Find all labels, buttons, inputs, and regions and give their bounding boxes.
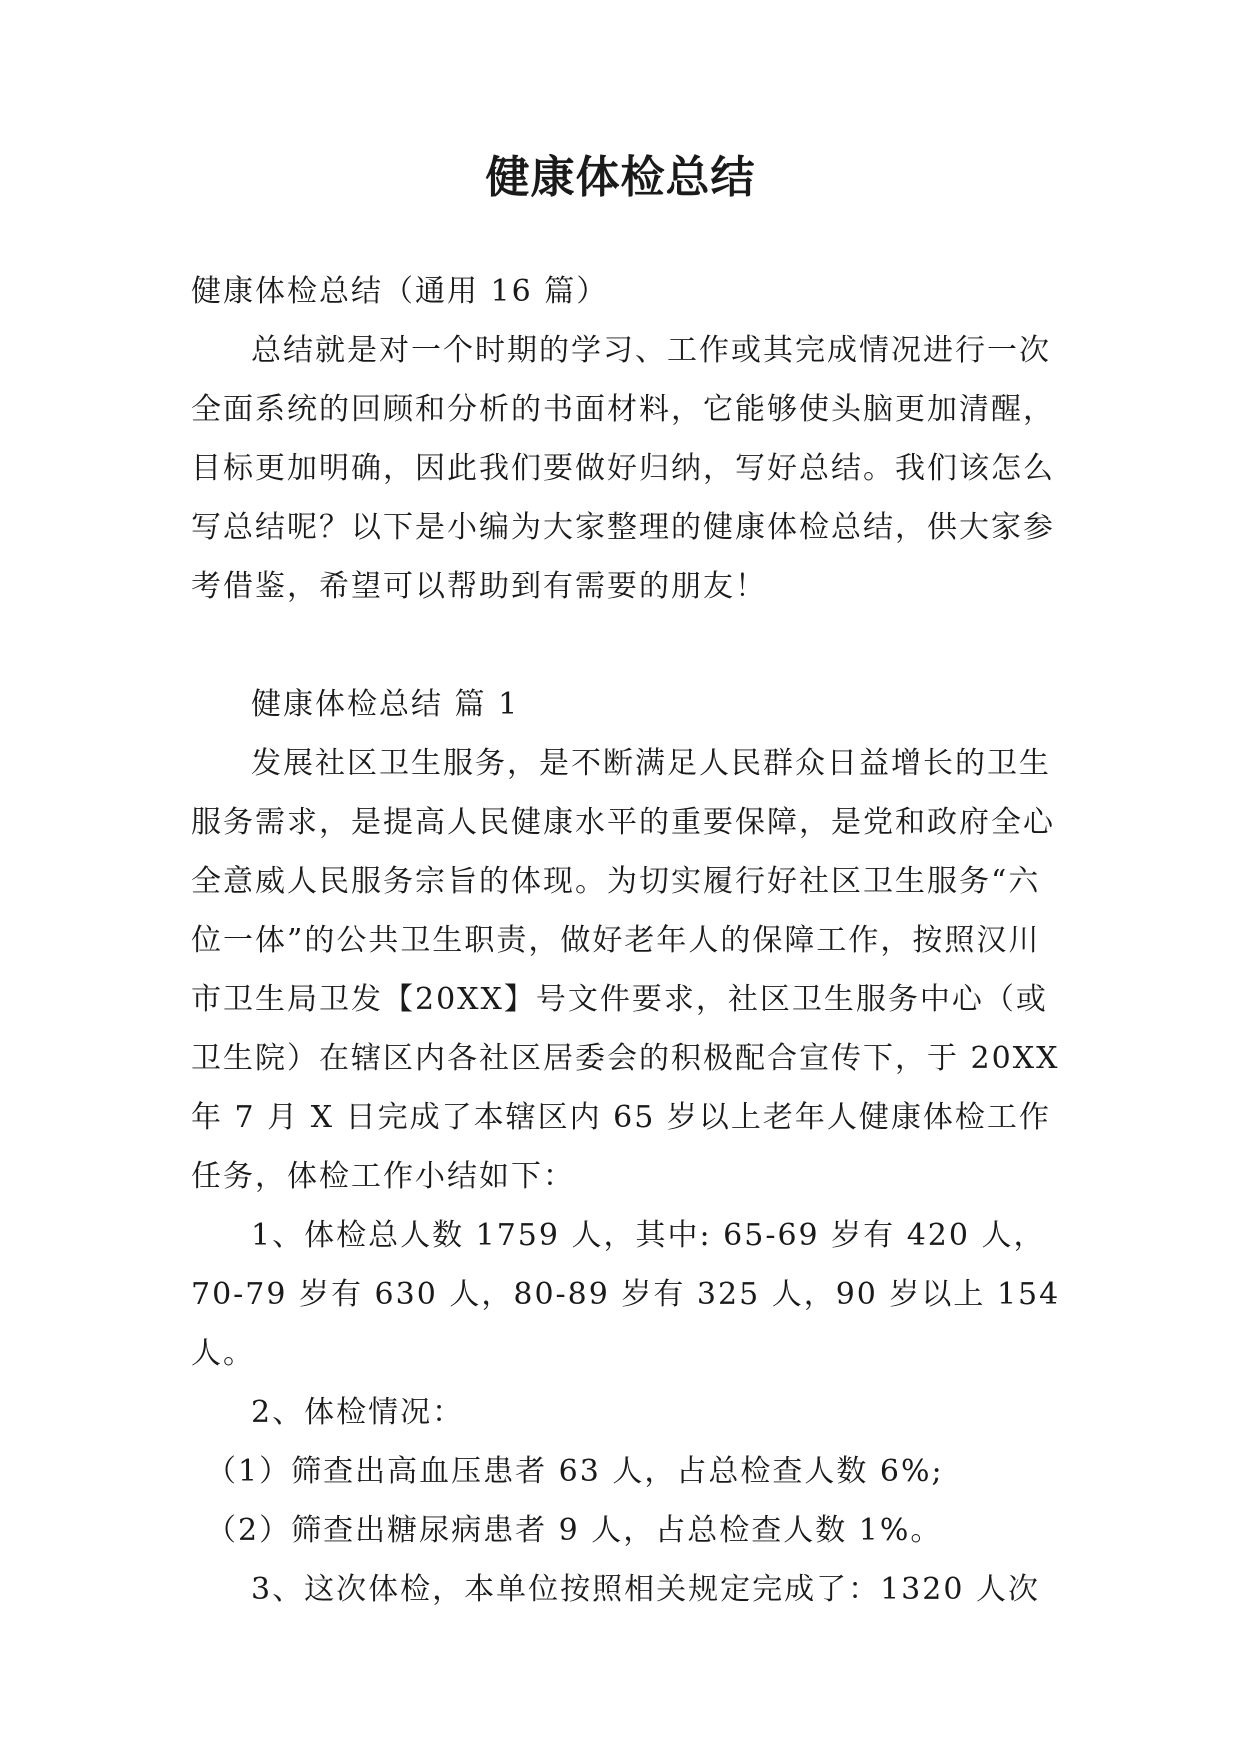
list-subitem-2: （2）筛查出糖尿病患者 9 人，占总检查人数 1%。: [206, 1513, 943, 1548]
list-item-1: 1、体检总人数 1759 人，其中: 65-69 岁有 420 人，70-79 岁有 630 人，80-89 岁有 325 人，90 岁以上 154 人。: [191, 1218, 1061, 1371]
intro-paragraph: 总结就是对一个时期的学习、工作或其完成情况进行一次全面系统的回顾和分析的书面材料，它能够使头脑更加清醒，目标更加明确，因此我们要做好归纳，写好总结。我们该怎么写总结呢？以下是小编为大家整理的健康体检总结，供大家参考借鉴，希望可以帮助到有需要的朋友！: [191, 333, 1055, 604]
section-heading: 健康体检总结 篇 1: [251, 687, 520, 722]
list-item-3: 3、这次体检，本单位按照相关规定完成了：1320 人次: [251, 1572, 1040, 1607]
document-body: [191, 262, 1061, 1619]
section-paragraph: 发展社区卫生服务，是不断满足人民群众日益增长的卫生服务需求，是提高人民健康水平的重要保障，是党和政府全心全意威人民服务宗旨的体现。为切实履行好社区卫生服务“六位一体”的公共卫生职责，做好老年人的保障工作，按照汉川市卫生局卫发【20XX】号文件要求，社区卫生服务中心（或卫生院）在辖区内各社区居委会的积极配合宣传下，于 20XX 年 7 月 X 日完成了本辖区内 65 岁以上老年人健康体检工作任务，体检工作小结如下：: [191, 746, 1060, 1194]
paragraph-spacer: [191, 616, 1061, 675]
list-subitem-1: （1）筛查出高血压患者 63 人，占总检查人数 6%;: [206, 1454, 944, 1489]
document-title: 健康体检总结: [485, 152, 756, 203]
list-item-2: 2、体检情况：: [251, 1395, 465, 1430]
document-subtitle: 健康体检总结（通用 16 篇）: [191, 274, 609, 309]
